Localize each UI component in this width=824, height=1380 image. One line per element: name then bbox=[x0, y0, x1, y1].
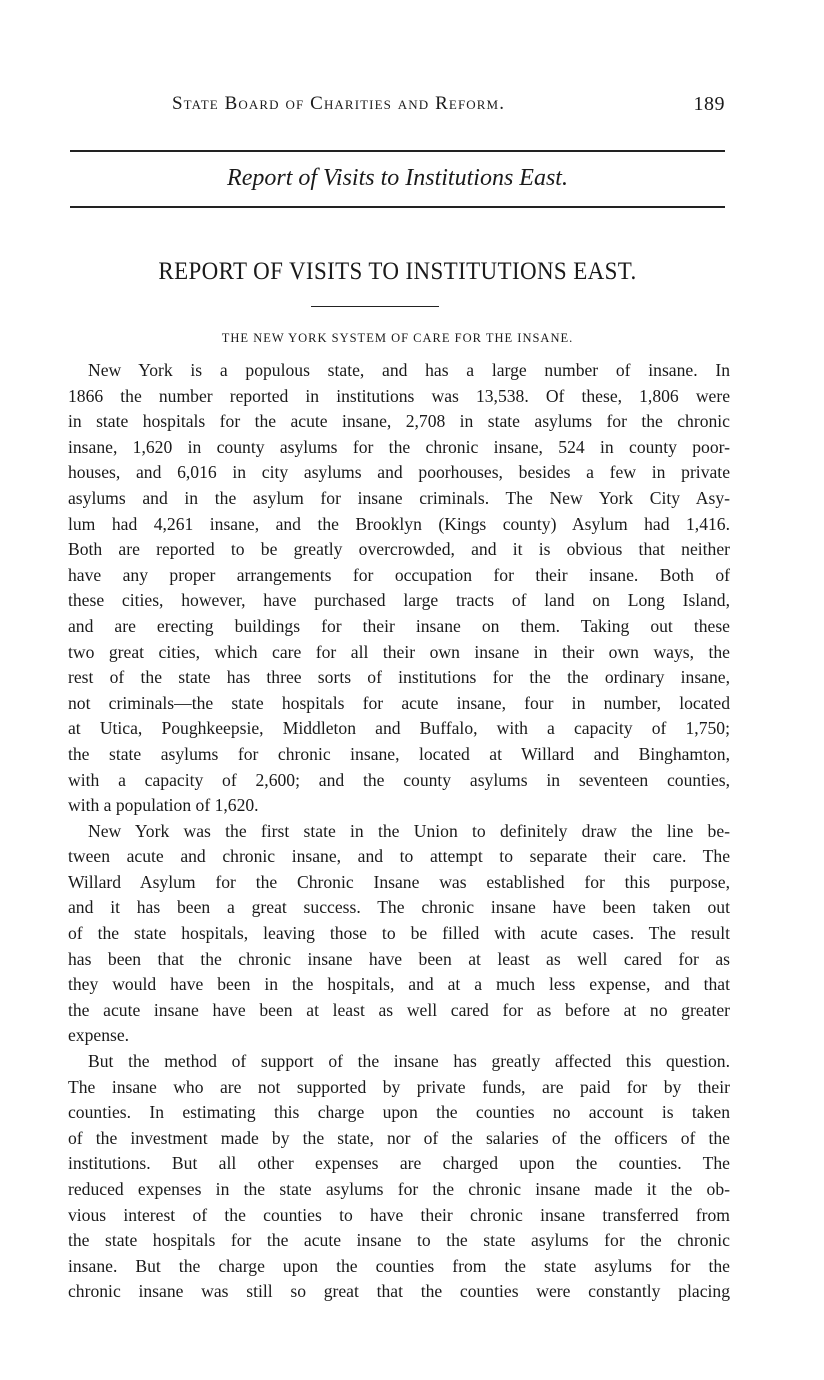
text-line: with a capacity of 2,600; and the county asylums in seventeen counties, bbox=[68, 769, 730, 790]
text-line: expense. bbox=[68, 1025, 130, 1046]
text-line: But the method of support of the insane has greatly affected this question. bbox=[88, 1051, 730, 1072]
text-line: chronic insane was still so great that the counties were constantly placing bbox=[68, 1281, 730, 1302]
text-line: Willard Asylum for the Chronic Insane was established for this purpose, bbox=[68, 871, 730, 892]
article-subheading: THE NEW YORK SYSTEM OF CARE FOR THE INSANE. bbox=[221, 331, 574, 345]
article-body bbox=[68, 358, 730, 1305]
text-line: the acute insane have been at least as well cared for as before at no greater bbox=[68, 999, 730, 1020]
article-heading: REPORT OF VISITS TO INSTITUTIONS EAST. bbox=[158, 258, 637, 285]
text-line: The insane who are not supported by private funds, are paid for by their bbox=[68, 1076, 730, 1097]
text-line: and it has been a great success. The chronic insane have been taken out bbox=[68, 897, 730, 918]
text-line: not criminals—the state hospitals for acute insane, four in number, located bbox=[68, 692, 730, 713]
text-line: New York was the first state in the Union to definitely draw the line be- bbox=[88, 820, 730, 841]
text-line: counties. In estimating this charge upon the counties no account is taken bbox=[68, 1102, 730, 1123]
text-line: Both are reported to be greatly overcrowded, and it is obvious that neither bbox=[68, 539, 730, 560]
text-line: lum had 4,261 insane, and the Brooklyn (Kings county) Asylum had 1,416. bbox=[68, 513, 730, 534]
text-line: of the investment made by the state, nor of the salaries of the officers of the bbox=[68, 1127, 730, 1148]
header-rule-bottom bbox=[70, 206, 725, 208]
text-line: the state asylums for chronic insane, located at Willard and Binghamton, bbox=[68, 743, 730, 764]
text-line: institutions. But all other expenses are charged upon the counties. The bbox=[68, 1153, 730, 1174]
text-line: reduced expenses in the state asylums for the chronic insane made it the ob- bbox=[68, 1179, 730, 1199]
text-line: two great cities, which care for all their own insane in their own ways, the bbox=[68, 641, 730, 662]
text-line: and are erecting buildings for their insane on them. Taking out these bbox=[68, 615, 730, 636]
text-line: have any proper arrangements for occupation for their insane. Both of bbox=[68, 564, 730, 585]
text-line: in state hospitals for the acute insane, 2,708 in state asylums for the chronic bbox=[68, 411, 730, 432]
text-line: of the state hospitals, leaving those to be filled with acute cases. The result bbox=[68, 923, 730, 944]
text-line: has been that the chronic insane have been at least as well cared for as bbox=[68, 948, 730, 969]
header-rule-top bbox=[70, 150, 725, 152]
text-line: asylums and in the asylum for insane criminals. The New York City Asy- bbox=[68, 487, 730, 508]
text-line: at Utica, Poughkeepsie, Middleton and Buffalo, with a capacity of 1,750; bbox=[68, 718, 730, 739]
text-line: insane, 1,620 in county asylums for the chronic insane, 524 in county poor- bbox=[68, 436, 730, 457]
running-title: State Board of Charities and Reform. bbox=[172, 93, 506, 114]
text-line: New York is a populous state, and has a large number of insane. In bbox=[88, 360, 730, 380]
heading-divider bbox=[311, 306, 439, 307]
text-line: these cities, however, have purchased large tracts of land on Long Island, bbox=[68, 590, 730, 611]
text-line: vious interest of the counties to have their chronic insane transferred from bbox=[68, 1204, 730, 1225]
page-number: 189 bbox=[693, 93, 725, 115]
text-line: with a population of 1,620. bbox=[68, 795, 259, 816]
section-running-title: Report of Visits to Institutions East. bbox=[227, 165, 568, 191]
text-line: rest of the state has three sorts of institutions for the the ordinary insane, bbox=[68, 667, 730, 688]
text-line: houses, and 6,016 in city asylums and poorhouses, besides a few in private bbox=[68, 462, 730, 483]
text-line: 1866 the number reported in institutions was 13,538. Of these, 1,806 were bbox=[68, 385, 730, 406]
text-line: tween acute and chronic insane, and to attempt to separate their care. The bbox=[68, 846, 730, 867]
text-line: they would have been in the hospitals, and at a much less expense, and that bbox=[68, 974, 730, 995]
running-header bbox=[70, 93, 725, 123]
text-line: insane. But the charge upon the counties from the state asylums for the bbox=[68, 1255, 730, 1276]
text-line: the state hospitals for the acute insane to the state asylums for the chronic bbox=[68, 1230, 730, 1251]
